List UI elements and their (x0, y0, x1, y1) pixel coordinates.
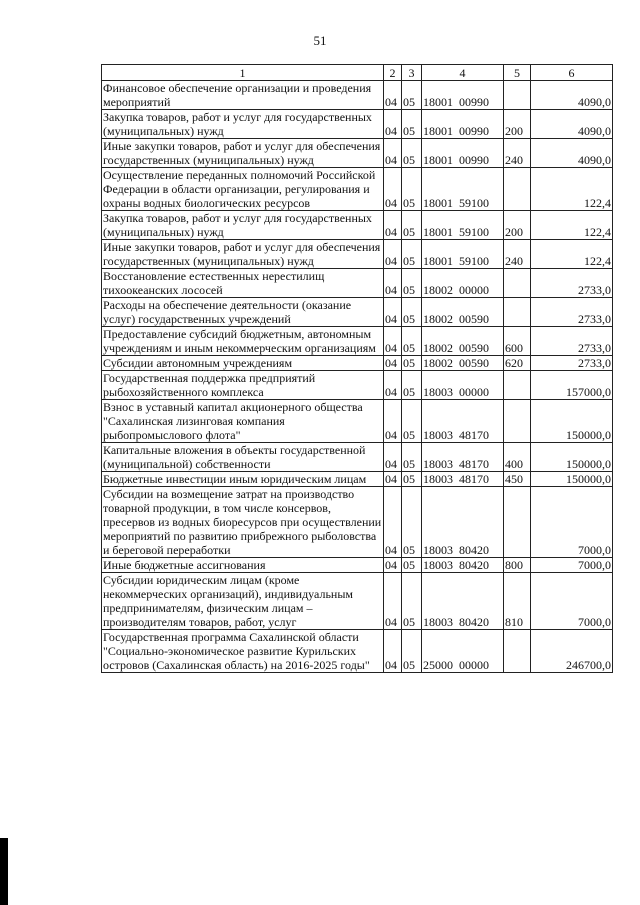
scan-margin-bar (0, 838, 8, 905)
row-amount: 122,4 (531, 240, 613, 269)
row-target-code: 18003 80420 (422, 573, 504, 630)
row-name: Иные бюджетные ассигнования (102, 558, 384, 573)
row-subsection: 05 (402, 573, 422, 630)
row-expense-type (504, 487, 531, 558)
table-row (102, 168, 613, 211)
table-row (102, 443, 613, 472)
row-section: 04 (384, 298, 402, 327)
table-body (102, 81, 613, 673)
row-name: Субсидии на возмещение затрат на производство товарной продукции, в том числе консервов, пресервов из водных биоресурсов при осуществлении мероприятий по развитию прибрежного рыболовства и береговой переработки (102, 487, 384, 558)
row-subsection: 05 (402, 139, 422, 168)
row-amount: 4090,0 (531, 110, 613, 139)
table-row (102, 298, 613, 327)
row-expense-type: 240 (504, 139, 531, 168)
row-expense-type: 810 (504, 573, 531, 630)
row-section: 04 (384, 558, 402, 573)
table-row (102, 110, 613, 139)
table-row (102, 573, 613, 630)
table-row (102, 240, 613, 269)
row-subsection: 05 (402, 371, 422, 400)
table-row (102, 487, 613, 558)
row-expense-type: 400 (504, 443, 531, 472)
row-expense-type (504, 630, 531, 673)
row-amount: 246700,0 (531, 630, 613, 673)
row-amount: 4090,0 (531, 81, 613, 110)
row-name: Закупка товаров, работ и услуг для государственных (муниципальных) нужд (102, 110, 384, 139)
row-target-code: 18002 00590 (422, 298, 504, 327)
row-subsection: 05 (402, 630, 422, 673)
row-amount: 150000,0 (531, 443, 613, 472)
row-section: 04 (384, 630, 402, 673)
row-name: Закупка товаров, работ и услуг для государственных (муниципальных) нужд (102, 211, 384, 240)
row-target-code: 18001 00990 (422, 139, 504, 168)
row-name: Субсидии автономным учреждениям (102, 356, 384, 371)
row-target-code: 18001 59100 (422, 240, 504, 269)
table-header-row (102, 65, 613, 81)
row-section: 04 (384, 400, 402, 443)
column-header-1: 1 (102, 65, 384, 81)
table-row (102, 630, 613, 673)
row-amount: 4090,0 (531, 139, 613, 168)
row-section: 04 (384, 356, 402, 371)
row-target-code: 18001 59100 (422, 211, 504, 240)
column-header-2: 2 (384, 65, 402, 81)
row-name: Взнос в уставный капитал акционерного общества "Сахалинская лизинговая компания рыбопромыслового флота" (102, 400, 384, 443)
row-section: 04 (384, 139, 402, 168)
row-section: 04 (384, 573, 402, 630)
column-header-4: 4 (422, 65, 504, 81)
row-target-code: 18003 48170 (422, 443, 504, 472)
row-amount: 7000,0 (531, 487, 613, 558)
table-row (102, 211, 613, 240)
table-row (102, 81, 613, 110)
row-section: 04 (384, 211, 402, 240)
page-number: 51 (313, 33, 327, 48)
row-subsection: 05 (402, 443, 422, 472)
row-name: Капитальные вложения в объекты государственной (муниципальной) собственности (102, 443, 384, 472)
row-amount: 2733,0 (531, 327, 613, 356)
row-name: Иные закупки товаров, работ и услуг для обеспечения государственных (муниципальных) нужд (102, 139, 384, 168)
row-section: 04 (384, 443, 402, 472)
row-subsection: 05 (402, 327, 422, 356)
row-target-code: 18003 00000 (422, 371, 504, 400)
row-expense-type (504, 168, 531, 211)
row-expense-type: 800 (504, 558, 531, 573)
row-expense-type: 600 (504, 327, 531, 356)
row-expense-type (504, 400, 531, 443)
table-row (102, 139, 613, 168)
row-target-code: 18002 00000 (422, 269, 504, 298)
row-section: 04 (384, 168, 402, 211)
row-amount: 150000,0 (531, 472, 613, 487)
row-section: 04 (384, 110, 402, 139)
row-subsection: 05 (402, 400, 422, 443)
row-amount: 2733,0 (531, 298, 613, 327)
row-target-code: 18001 00990 (422, 110, 504, 139)
row-target-code: 18002 00590 (422, 356, 504, 371)
row-subsection: 05 (402, 211, 422, 240)
table-row (102, 269, 613, 298)
row-target-code: 18002 00590 (422, 327, 504, 356)
row-subsection: 05 (402, 269, 422, 298)
row-section: 04 (384, 472, 402, 487)
row-expense-type: 200 (504, 211, 531, 240)
row-amount: 157000,0 (531, 371, 613, 400)
row-section: 04 (384, 269, 402, 298)
row-name: Бюджетные инвестиции иным юридическим лицам (102, 472, 384, 487)
row-expense-type: 200 (504, 110, 531, 139)
row-subsection: 05 (402, 558, 422, 573)
row-subsection: 05 (402, 81, 422, 110)
row-amount: 7000,0 (531, 573, 613, 630)
row-subsection: 05 (402, 110, 422, 139)
column-header-6: 6 (531, 65, 613, 81)
row-name: Субсидии юридическим лицам (кроме некоммерческих организаций), индивидуальным предпринимателям, физическим лицам – производителям товаров, работ, услуг (102, 573, 384, 630)
column-header-3: 3 (402, 65, 422, 81)
row-target-code: 18003 80420 (422, 558, 504, 573)
row-target-code: 18001 59100 (422, 168, 504, 211)
row-expense-type (504, 371, 531, 400)
row-name: Финансовое обеспечение организации и проведения мероприятий (102, 81, 384, 110)
row-target-code: 18001 00990 (422, 81, 504, 110)
row-subsection: 05 (402, 356, 422, 371)
row-subsection: 05 (402, 168, 422, 211)
row-amount: 122,4 (531, 211, 613, 240)
row-expense-type: 450 (504, 472, 531, 487)
row-expense-type (504, 81, 531, 110)
row-target-code: 18003 80420 (422, 487, 504, 558)
row-amount: 2733,0 (531, 356, 613, 371)
row-amount: 150000,0 (531, 400, 613, 443)
row-target-code: 18003 48170 (422, 400, 504, 443)
row-subsection: 05 (402, 487, 422, 558)
table-row (102, 327, 613, 356)
row-expense-type (504, 269, 531, 298)
column-header-5: 5 (504, 65, 531, 81)
row-target-code: 25000 00000 (422, 630, 504, 673)
row-expense-type (504, 298, 531, 327)
row-subsection: 05 (402, 240, 422, 269)
row-expense-type: 240 (504, 240, 531, 269)
row-name: Предоставление субсидий бюджетным, автономным учреждениям и иным некоммерческим организациям (102, 327, 384, 356)
row-section: 04 (384, 327, 402, 356)
table-row (102, 400, 613, 443)
row-name: Государственная программа Сахалинской области "Социально-экономическое развитие Курильских островов (Сахалинская область) на 2016-2025 годы" (102, 630, 384, 673)
table-row (102, 356, 613, 371)
row-section: 04 (384, 487, 402, 558)
row-subsection: 05 (402, 472, 422, 487)
row-name: Осуществление переданных полномочий Российской Федерации в области организации, регулирования и охраны водных биологических ресурсов (102, 168, 384, 211)
row-name: Восстановление естественных нерестилищ тихоокеанских лососей (102, 269, 384, 298)
table-row (102, 472, 613, 487)
row-section: 04 (384, 240, 402, 269)
row-amount: 2733,0 (531, 269, 613, 298)
row-expense-type: 620 (504, 356, 531, 371)
row-name: Государственная поддержка предприятий рыбохозяйственного комплекса (102, 371, 384, 400)
row-name: Иные закупки товаров, работ и услуг для обеспечения государственных (муниципальных) нужд (102, 240, 384, 269)
row-amount: 7000,0 (531, 558, 613, 573)
row-section: 04 (384, 81, 402, 110)
table-row (102, 558, 613, 573)
row-amount: 122,4 (531, 168, 613, 211)
row-name: Расходы на обеспечение деятельности (оказание услуг) государственных учреждений (102, 298, 384, 327)
row-subsection: 05 (402, 298, 422, 327)
budget-table (101, 64, 613, 673)
table-row (102, 371, 613, 400)
row-section: 04 (384, 371, 402, 400)
row-target-code: 18003 48170 (422, 472, 504, 487)
